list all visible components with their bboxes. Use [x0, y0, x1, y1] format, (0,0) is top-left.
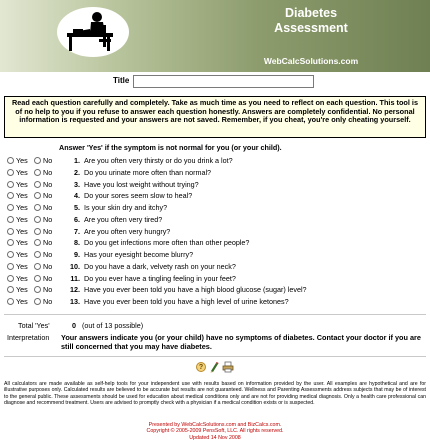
- question-number: 4.: [74, 191, 80, 201]
- no-radio[interactable]: [34, 239, 41, 246]
- yes-label[interactable]: Yes: [16, 273, 28, 283]
- help-icon[interactable]: ?: [196, 362, 206, 372]
- title-line-2: Assessment: [274, 21, 348, 35]
- question-number: 8.: [74, 238, 80, 248]
- question-number: 6.: [74, 214, 80, 224]
- yes-label[interactable]: Yes: [16, 191, 28, 201]
- yes-radio[interactable]: [7, 181, 14, 188]
- no-label[interactable]: No: [43, 297, 53, 306]
- title-input[interactable]: [133, 75, 314, 88]
- no-radio[interactable]: [34, 298, 41, 305]
- question-row: [0, 249, 430, 261]
- question-row: [0, 226, 430, 238]
- no-label[interactable]: No: [43, 285, 53, 295]
- title-line-1: Diabetes: [284, 6, 338, 20]
- pencil-icon[interactable]: [209, 361, 219, 373]
- question-number: 11.: [70, 273, 80, 283]
- footer-presented-by[interactable]: Presented by WebCalcSolutions.com and BizCalcs.com.: [148, 422, 282, 428]
- question-row: [0, 167, 430, 179]
- question-text: Have you ever been told you have a high level of urine ketones?: [84, 297, 289, 306]
- divider: [4, 356, 426, 357]
- question-text: Are you often very thirsty or do you drink a lot?: [84, 156, 233, 165]
- yes-label[interactable]: Yes: [16, 261, 28, 271]
- question-number: 3.: [74, 179, 80, 189]
- yes-label[interactable]: Yes: [16, 250, 28, 259]
- yes-radio[interactable]: [7, 169, 14, 176]
- yes-label[interactable]: Yes: [16, 297, 28, 306]
- no-radio[interactable]: [34, 286, 41, 293]
- question-text: Do you ever have a tingling feeling in your feet?: [84, 273, 236, 283]
- question-text: Is your skin dry and itchy?: [84, 203, 168, 212]
- no-label[interactable]: No: [43, 226, 53, 236]
- no-label[interactable]: No: [43, 273, 53, 283]
- yes-radio[interactable]: [7, 228, 14, 235]
- question-number: 10.: [70, 261, 80, 271]
- disclaimer: All calculators are made available as self-help tools for your independent use with results based on information provided by the user. All examples are hypothetical and are for illustrative purposes only. Calculated results are believed to be accurate but results are not guaranteed. Wellness and Parenting Assessments address subjects that may be of interest to the general public. These assessments should be used for education about medical conditions only and are not for providing medical diagnosis. Only a health care professional can diagnose and recommend treatment. Users are advised to promptly check with a physician if a medical condition exists or is suspected.: [4, 381, 426, 407]
- question-text: Have you ever been told you have a high blood glucose (sugar) level?: [84, 285, 307, 295]
- yes-radio[interactable]: [7, 298, 14, 305]
- yes-label[interactable]: Yes: [16, 179, 28, 189]
- question-number: 12.: [70, 285, 80, 295]
- question-row: [0, 261, 430, 273]
- question-row: [0, 273, 430, 285]
- logo: [57, 7, 129, 57]
- no-radio[interactable]: [34, 275, 41, 282]
- question-row: [0, 179, 430, 191]
- question-text: Do you get infections more often than other people?: [84, 238, 250, 248]
- question-number: 2.: [74, 167, 80, 177]
- printer-icon[interactable]: [222, 361, 234, 373]
- title-label: Title: [113, 76, 130, 85]
- no-radio[interactable]: [34, 169, 41, 176]
- logo-person-at-desk-icon: [57, 7, 129, 57]
- no-label[interactable]: No: [43, 191, 53, 201]
- total-value: 0: [72, 321, 76, 330]
- total-note: (out of 13 possible): [82, 321, 144, 330]
- question-list: [0, 155, 430, 308]
- question-header: Answer 'Yes' if the symptom is not normal for you (or your child).: [59, 143, 282, 152]
- interpretation-label: Interpretation: [7, 333, 50, 342]
- yes-label[interactable]: Yes: [16, 226, 28, 236]
- interpretation-text: Your answers indicate you (or your child) have no symptoms of diabetes. Contact your doctor if you are still concerned that you may have diabetes.: [61, 333, 421, 351]
- yes-label[interactable]: Yes: [16, 214, 28, 224]
- question-text: Do you have a dark, velvety rash on your neck?: [84, 261, 236, 271]
- no-radio[interactable]: [34, 157, 41, 164]
- question-text: Has your eyesight become blurry?: [84, 250, 194, 259]
- no-radio[interactable]: [34, 204, 41, 211]
- yes-label[interactable]: Yes: [16, 203, 28, 212]
- yes-radio[interactable]: [7, 216, 14, 223]
- no-label[interactable]: No: [43, 203, 53, 212]
- no-label[interactable]: No: [43, 250, 53, 259]
- question-number: 1.: [74, 156, 80, 165]
- question-text: Do you urinate more often than normal?: [84, 167, 212, 177]
- question-text: Are you often very tired?: [84, 214, 163, 224]
- question-text: Are you often very hungry?: [84, 226, 171, 236]
- yes-label[interactable]: Yes: [16, 285, 28, 295]
- question-number: 13.: [70, 297, 80, 306]
- no-label[interactable]: No: [43, 156, 53, 165]
- yes-label[interactable]: Yes: [16, 167, 28, 177]
- no-radio[interactable]: [34, 228, 41, 235]
- no-radio[interactable]: [34, 181, 41, 188]
- no-radio[interactable]: [34, 251, 41, 258]
- question-row: [0, 202, 430, 214]
- header-banner: [0, 0, 430, 72]
- footer-updated: Updated 14 Nov 2008: [189, 434, 241, 441]
- footer-copyright: Copyright © 2005-2009 PensSoft, LLC. All rights reserved.: [146, 428, 284, 435]
- question-row: [0, 284, 430, 296]
- divider: [4, 314, 426, 315]
- yes-radio[interactable]: [7, 286, 14, 293]
- no-radio[interactable]: [34, 263, 41, 270]
- yes-radio[interactable]: [7, 239, 14, 246]
- site-name: WebCalcSolutions.com: [263, 56, 359, 66]
- question-row: [0, 296, 430, 308]
- title-row: [0, 75, 430, 89]
- footer: [0, 422, 430, 441]
- no-label[interactable]: No: [43, 179, 53, 189]
- question-text: Have you lost weight without trying?: [84, 179, 199, 189]
- question-row: [0, 237, 430, 249]
- question-row: [0, 155, 430, 167]
- yes-radio[interactable]: [7, 157, 14, 164]
- instructions-box: Read each question carefully and completely. Take as much time as you need to reflect on each question. This tool is of no help to you if you refuse to answer each question honestly. Answers are completely confidential. No personal information is requested and your answers are not saved. Remember, if you cheat, you're only cheating yourself.: [4, 96, 426, 138]
- yes-label[interactable]: Yes: [16, 238, 28, 248]
- question-row: [0, 214, 430, 226]
- total-label: Total 'Yes': [18, 321, 50, 330]
- question-row: [0, 190, 430, 202]
- no-radio[interactable]: [34, 192, 41, 199]
- yes-radio[interactable]: [7, 204, 14, 211]
- tool-icons: [0, 361, 430, 375]
- question-text: Do your sores seem slow to heal?: [84, 191, 193, 201]
- no-label[interactable]: No: [43, 238, 53, 248]
- yes-radio[interactable]: [7, 263, 14, 270]
- no-label[interactable]: No: [43, 214, 53, 224]
- no-label[interactable]: No: [43, 167, 53, 177]
- question-number: 7.: [74, 226, 80, 236]
- no-radio[interactable]: [34, 216, 41, 223]
- yes-label[interactable]: Yes: [16, 156, 28, 165]
- no-label[interactable]: No: [43, 261, 53, 271]
- page-title: [246, 6, 376, 36]
- question-number: 5.: [74, 203, 80, 212]
- yes-radio[interactable]: [7, 251, 14, 258]
- yes-radio[interactable]: [7, 275, 14, 282]
- yes-radio[interactable]: [7, 192, 14, 199]
- question-number: 9.: [74, 250, 80, 259]
